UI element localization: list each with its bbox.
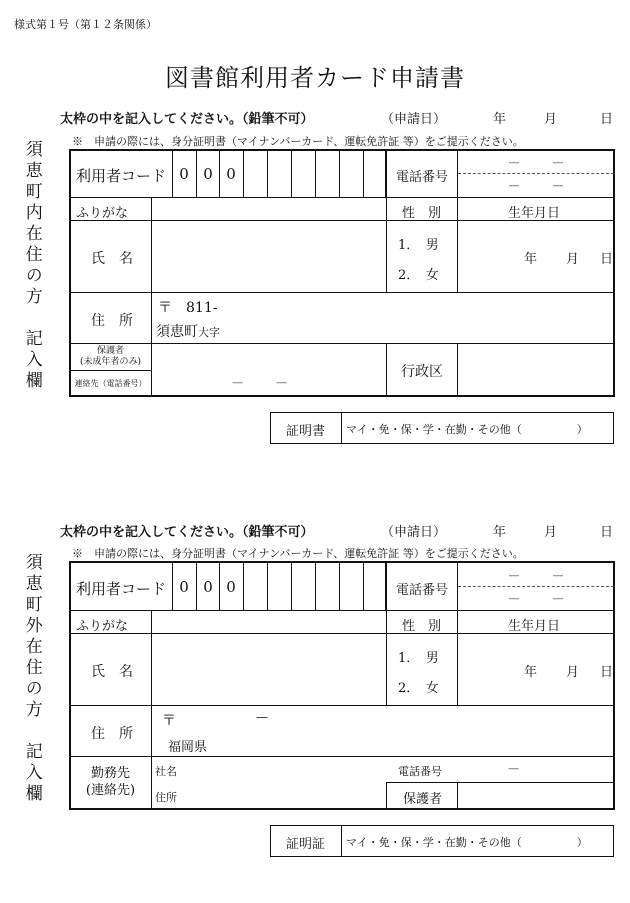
furigana-label: ふりがな bbox=[76, 206, 129, 221]
postal-code: 〒 811- bbox=[158, 300, 218, 316]
phone-dash: — — bbox=[508, 156, 564, 169]
phone-dash: — — bbox=[508, 592, 564, 605]
phone-label: 電話番号 bbox=[396, 583, 449, 598]
vertical-label: 須恵町内在住の方 記入欄 bbox=[21, 140, 42, 392]
postal-dash: — bbox=[256, 710, 268, 724]
work-phone-label: 電話番号 bbox=[398, 765, 442, 778]
date-month: 月 bbox=[544, 112, 558, 127]
date-year: 年 bbox=[493, 112, 507, 127]
birth-month: 月 bbox=[566, 665, 580, 680]
furigana-label: ふりがな bbox=[76, 619, 129, 634]
name-label: 氏 名 bbox=[91, 251, 133, 267]
phone-label: 電話番号 bbox=[396, 170, 449, 185]
certificate-options[interactable]: マイ・免・保・学・在勤・その他（ ） bbox=[346, 423, 588, 436]
instruction: 太枠の中を記入してください。（鉛筆不可） bbox=[60, 525, 314, 540]
certificate-label: 証明書 bbox=[286, 424, 326, 439]
id-note: ※ 申請の際には、身分証明書（マイナンバーカード、運転免許証 等）をご提示ください。 bbox=[72, 547, 524, 560]
code-digit: 0 bbox=[179, 165, 189, 183]
gender-female[interactable]: 2． 女 bbox=[398, 268, 439, 283]
phone-dash: — — bbox=[508, 179, 564, 192]
certificate-label: 証明証 bbox=[286, 837, 326, 852]
birth-label: 生年月日 bbox=[508, 619, 561, 634]
work-label: 勤務先 (連絡先) bbox=[85, 766, 136, 798]
ward-label: 行政区 bbox=[401, 364, 443, 380]
contact-label: 連絡先（電話番号） bbox=[74, 379, 147, 388]
gender-male[interactable]: 1． 男 bbox=[398, 238, 439, 253]
id-note: ※ 申請の際には、身分証明書（マイナンバーカード、運転免許証 等）をご提示ください。 bbox=[72, 135, 524, 148]
birth-label: 生年月日 bbox=[508, 206, 561, 221]
user-code-label: 利用者コード bbox=[76, 580, 167, 598]
birth-day: 日 bbox=[600, 665, 614, 680]
work-address-label: 住所 bbox=[155, 791, 177, 804]
gender-female[interactable]: 2． 女 bbox=[398, 681, 439, 696]
code-digit: 0 bbox=[203, 165, 213, 183]
company-label: 社名 bbox=[155, 765, 177, 778]
page-title: 図書館利用者カード申請書 bbox=[165, 64, 465, 92]
postal-mark: 〒 bbox=[162, 713, 176, 729]
guardian-label: 保護者 (未成年者のみ) bbox=[79, 346, 142, 367]
certificate-options[interactable]: マイ・免・保・学・在勤・その他（ ） bbox=[346, 836, 588, 849]
form-number: 様式第１号（第１２条関係） bbox=[14, 18, 157, 31]
request-date-label: （申請日） bbox=[381, 112, 447, 127]
work-phone-dash: — bbox=[508, 762, 519, 775]
birth-year: 年 bbox=[524, 252, 538, 267]
birth-day: 日 bbox=[600, 252, 614, 267]
phone-dash: — — bbox=[508, 569, 564, 582]
address-label: 住 所 bbox=[91, 313, 133, 329]
date-day: 日 bbox=[600, 112, 614, 127]
gender-male[interactable]: 1． 男 bbox=[398, 651, 439, 666]
birth-year: 年 bbox=[524, 665, 538, 680]
instruction: 太枠の中を記入してください。（鉛筆不可） bbox=[60, 112, 314, 127]
code-digit: 0 bbox=[203, 578, 213, 596]
birth-month: 月 bbox=[566, 252, 580, 267]
address-label: 住 所 bbox=[91, 726, 133, 742]
vertical-label: 須恵町外在住の方 記入欄 bbox=[21, 553, 42, 805]
code-digit: 0 bbox=[226, 578, 236, 596]
contact-dash: — — bbox=[232, 376, 287, 389]
date-year: 年 bbox=[493, 525, 507, 540]
prefecture: 福岡県 bbox=[168, 740, 208, 755]
gender-label: 性 別 bbox=[402, 619, 442, 634]
guardian-label: 保護者 bbox=[403, 792, 443, 807]
code-digit: 0 bbox=[226, 165, 236, 183]
date-day: 日 bbox=[600, 525, 614, 540]
gender-label: 性 別 bbox=[402, 206, 442, 221]
request-date-label: （申請日） bbox=[381, 525, 447, 540]
user-code-label: 利用者コード bbox=[76, 167, 167, 185]
date-month: 月 bbox=[544, 525, 558, 540]
code-digit: 0 bbox=[179, 578, 189, 596]
address-prefix: 須恵町大字 bbox=[156, 324, 220, 340]
name-label: 氏 名 bbox=[91, 664, 133, 680]
